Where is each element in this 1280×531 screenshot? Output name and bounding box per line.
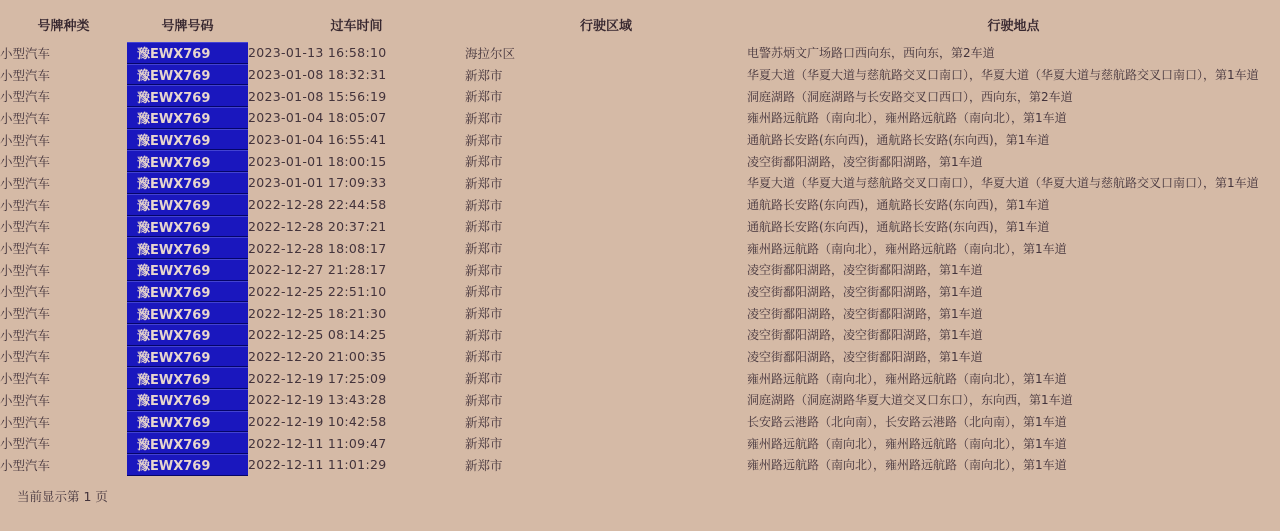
driving-area-cell: 新郑市 [465, 110, 503, 126]
pass-time-cell: 2022-12-25 18:21:30 [248, 305, 387, 321]
plate-number-badge: 豫EWX769 [127, 150, 248, 172]
plate-type-cell: 小型汽车 [0, 110, 51, 126]
table-row [0, 259, 1280, 281]
table-row [0, 367, 1280, 389]
driving-location-cell: 华夏大道（华夏大道与慈航路交叉口南口），华夏大道（华夏大道与慈航路交叉口南口），第1车道 [747, 68, 1259, 83]
plate-type-cell: 小型汽车 [0, 392, 51, 408]
table-header-row [0, 0, 1280, 42]
plate-type-cell: 小型汽车 [0, 154, 51, 170]
plate-number-cell [127, 237, 248, 259]
plate-number-cell [127, 454, 248, 476]
driving-area-cell: 新郑市 [465, 371, 503, 387]
plate-number-badge: 豫EWX769 [127, 411, 248, 433]
table-row [0, 150, 1280, 172]
driving-area-cell: 新郑市 [465, 67, 503, 83]
plate-number-cell [127, 216, 248, 238]
driving-area-cell: 新郑市 [465, 262, 503, 278]
plate-type-cell: 小型汽车 [0, 197, 51, 213]
driving-area-cell: 新郑市 [465, 89, 503, 105]
pass-time-cell: 2022-12-19 13:43:28 [248, 392, 387, 408]
driving-location-cell: 通航路长安路(东向西)，通航路长安路(东向西)，第1车道 [747, 219, 1050, 234]
driving-area-cell: 新郑市 [465, 349, 503, 365]
plate-number-cell [127, 107, 248, 129]
plate-number-badge: 豫EWX769 [127, 85, 248, 107]
header-plate-type: 号牌种类 [37, 18, 90, 34]
plate-number-badge: 豫EWX769 [127, 432, 248, 454]
plate-type-cell: 小型汽车 [0, 284, 51, 300]
driving-area-cell: 新郑市 [465, 436, 503, 452]
table-row [0, 107, 1280, 129]
pass-time-cell: 2023-01-04 16:55:41 [248, 132, 387, 148]
pass-time-cell: 2022-12-25 22:51:10 [248, 283, 387, 299]
driving-location-cell: 凌空街鄱阳湖路，凌空街鄱阳湖路，第1车道 [747, 349, 983, 364]
table-row [0, 194, 1280, 216]
table-row [0, 85, 1280, 107]
plate-type-cell: 小型汽车 [0, 349, 51, 365]
driving-area-cell: 新郑市 [465, 132, 503, 148]
plate-type-cell: 小型汽车 [0, 262, 51, 278]
plate-number-cell [127, 129, 248, 151]
pass-time-cell: 2022-12-27 21:28:17 [248, 262, 387, 278]
plate-number-badge: 豫EWX769 [127, 194, 248, 216]
plate-type-cell: 小型汽车 [0, 45, 51, 61]
plate-number-cell [127, 259, 248, 281]
driving-area-cell: 新郑市 [465, 284, 503, 300]
plate-number-cell [127, 172, 248, 194]
table-row [0, 324, 1280, 346]
plate-number-badge: 豫EWX769 [127, 367, 248, 389]
driving-location-cell: 洞庭湖路（洞庭湖路华夏大道交叉口东口），东向西，第1车道 [747, 393, 1073, 408]
pass-time-cell: 2022-12-11 11:09:47 [248, 435, 387, 451]
header-driving-location: 行驶地点 [987, 18, 1040, 34]
plate-number-cell [127, 194, 248, 216]
pass-time-cell: 2022-12-20 21:00:35 [248, 348, 387, 364]
plate-number-cell [127, 411, 248, 433]
driving-location-cell: 雍州路远航路（南向北），雍州路远航路（南向北），第1车道 [747, 111, 1067, 126]
driving-area-cell: 新郑市 [465, 219, 503, 235]
driving-area-cell: 新郑市 [465, 327, 503, 343]
driving-location-cell: 洞庭湖路（洞庭湖路与长安路交叉口西口），西向东，第2车道 [747, 89, 1073, 104]
pass-time-cell: 2022-12-28 22:44:58 [248, 197, 387, 213]
table-row [0, 389, 1280, 411]
plate-number-badge: 豫EWX769 [127, 107, 248, 129]
plate-number-badge: 豫EWX769 [127, 389, 248, 411]
plate-type-cell: 小型汽车 [0, 457, 51, 473]
pass-time-cell: 2023-01-01 17:09:33 [248, 175, 387, 191]
header-plate-number: 号牌号码 [161, 18, 214, 34]
plate-number-badge: 豫EWX769 [127, 259, 248, 281]
driving-location-cell: 电警苏炳文广场路口西向东，西向东，第2车道 [747, 46, 995, 61]
plate-type-cell: 小型汽车 [0, 241, 51, 257]
driving-area-cell: 新郑市 [465, 457, 503, 473]
pass-time-cell: 2023-01-08 15:56:19 [248, 88, 387, 104]
driving-area-cell: 新郑市 [465, 197, 503, 213]
driving-area-cell: 新郑市 [465, 241, 503, 257]
plate-number-badge: 豫EWX769 [127, 237, 248, 259]
driving-location-cell: 凌空街鄱阳湖路，凌空街鄱阳湖路，第1车道 [747, 328, 983, 343]
plate-number-cell [127, 432, 248, 454]
plate-number-badge: 豫EWX769 [127, 172, 248, 194]
driving-location-cell: 雍州路远航路（南向北），雍州路远航路（南向北），第1车道 [747, 458, 1067, 473]
driving-location-cell: 雍州路远航路（南向北），雍州路远航路（南向北），第1车道 [747, 371, 1067, 386]
table-row [0, 346, 1280, 368]
plate-number-cell [127, 346, 248, 368]
plate-type-cell: 小型汽车 [0, 371, 51, 387]
header-pass-time: 过车时间 [330, 18, 383, 34]
plate-type-cell: 小型汽车 [0, 327, 51, 343]
plate-type-cell: 小型汽车 [0, 306, 51, 322]
plate-type-cell: 小型汽车 [0, 436, 51, 452]
plate-number-badge: 豫EWX769 [127, 281, 248, 303]
table-row [0, 302, 1280, 324]
driving-location-cell: 凌空街鄱阳湖路，凌空街鄱阳湖路，第1车道 [747, 154, 983, 169]
plate-number-cell [127, 302, 248, 324]
table-row [0, 42, 1280, 64]
table-row [0, 216, 1280, 238]
driving-location-cell: 凌空街鄱阳湖路，凌空街鄱阳湖路，第1车道 [747, 263, 983, 278]
driving-area-cell: 新郑市 [465, 154, 503, 170]
plate-type-cell: 小型汽车 [0, 89, 51, 105]
driving-location-cell: 长安路云港路（北向南），长安路云港路（北向南），第1车道 [747, 415, 1067, 430]
driving-area-cell: 海拉尔区 [465, 45, 516, 61]
plate-type-cell: 小型汽车 [0, 67, 51, 83]
table-row [0, 432, 1280, 454]
pass-time-cell: 2023-01-01 18:00:15 [248, 153, 387, 169]
driving-location-cell: 凌空街鄱阳湖路，凌空街鄱阳湖路，第1车道 [747, 284, 983, 299]
pass-time-cell: 2022-12-28 20:37:21 [248, 218, 387, 234]
pass-time-cell: 2022-12-25 08:14:25 [248, 327, 387, 343]
driving-location-cell: 通航路长安路(东向西)，通航路长安路(东向西)，第1车道 [747, 198, 1050, 213]
pass-time-cell: 2023-01-08 18:32:31 [248, 67, 387, 83]
driving-area-cell: 新郑市 [465, 392, 503, 408]
pagination-status: 当前显示第 1 页 [17, 488, 108, 504]
driving-location-cell: 雍州路远航路（南向北），雍州路远航路（南向北），第1车道 [747, 436, 1067, 451]
pass-time-cell: 2022-12-19 10:42:58 [248, 414, 387, 430]
table-row [0, 64, 1280, 86]
driving-area-cell: 新郑市 [465, 306, 503, 322]
driving-location-cell: 雍州路远航路（南向北），雍州路远航路（南向北），第1车道 [747, 241, 1067, 256]
table-row [0, 237, 1280, 259]
driving-area-cell: 新郑市 [465, 414, 503, 430]
plate-type-cell: 小型汽车 [0, 414, 51, 430]
plate-number-badge: 豫EWX769 [127, 129, 248, 151]
plate-number-cell [127, 150, 248, 172]
driving-location-cell: 凌空街鄱阳湖路，凌空街鄱阳湖路，第1车道 [747, 306, 983, 321]
plate-number-badge: 豫EWX769 [127, 216, 248, 238]
table-row [0, 454, 1280, 476]
table-row [0, 411, 1280, 433]
table-row [0, 172, 1280, 194]
pass-time-cell: 2022-12-19 17:25:09 [248, 370, 387, 386]
plate-number-cell [127, 389, 248, 411]
plate-number-cell [127, 64, 248, 86]
plate-number-cell [127, 281, 248, 303]
records-tbody [0, 42, 1280, 476]
pass-time-cell: 2023-01-04 18:05:07 [248, 110, 387, 126]
driving-location-cell: 通航路长安路(东向西)，通航路长安路(东向西)，第1车道 [747, 133, 1050, 148]
table-row [0, 129, 1280, 151]
plate-number-badge: 豫EWX769 [127, 302, 248, 324]
header-driving-area: 行驶区域 [579, 18, 632, 34]
plate-number-badge: 豫EWX769 [127, 324, 248, 346]
plate-number-cell [127, 367, 248, 389]
plate-number-badge: 豫EWX769 [127, 64, 248, 86]
plate-type-cell: 小型汽车 [0, 132, 51, 148]
driving-location-cell: 华夏大道（华夏大道与慈航路交叉口南口），华夏大道（华夏大道与慈航路交叉口南口），第1车道 [747, 176, 1259, 191]
plate-number-badge: 豫EWX769 [127, 346, 248, 368]
driving-area-cell: 新郑市 [465, 175, 503, 191]
plate-type-cell: 小型汽车 [0, 175, 51, 191]
plate-number-badge: 豫EWX769 [127, 42, 248, 64]
pass-time-cell: 2023-01-13 16:58:10 [248, 45, 387, 61]
plate-number-cell [127, 42, 248, 64]
plate-number-cell [127, 324, 248, 346]
pass-time-cell: 2022-12-11 11:01:29 [248, 457, 387, 473]
pass-time-cell: 2022-12-28 18:08:17 [248, 240, 387, 256]
table-row [0, 281, 1280, 303]
plate-number-badge: 豫EWX769 [127, 454, 248, 476]
plate-type-cell: 小型汽车 [0, 219, 51, 235]
plate-number-cell [127, 85, 248, 107]
